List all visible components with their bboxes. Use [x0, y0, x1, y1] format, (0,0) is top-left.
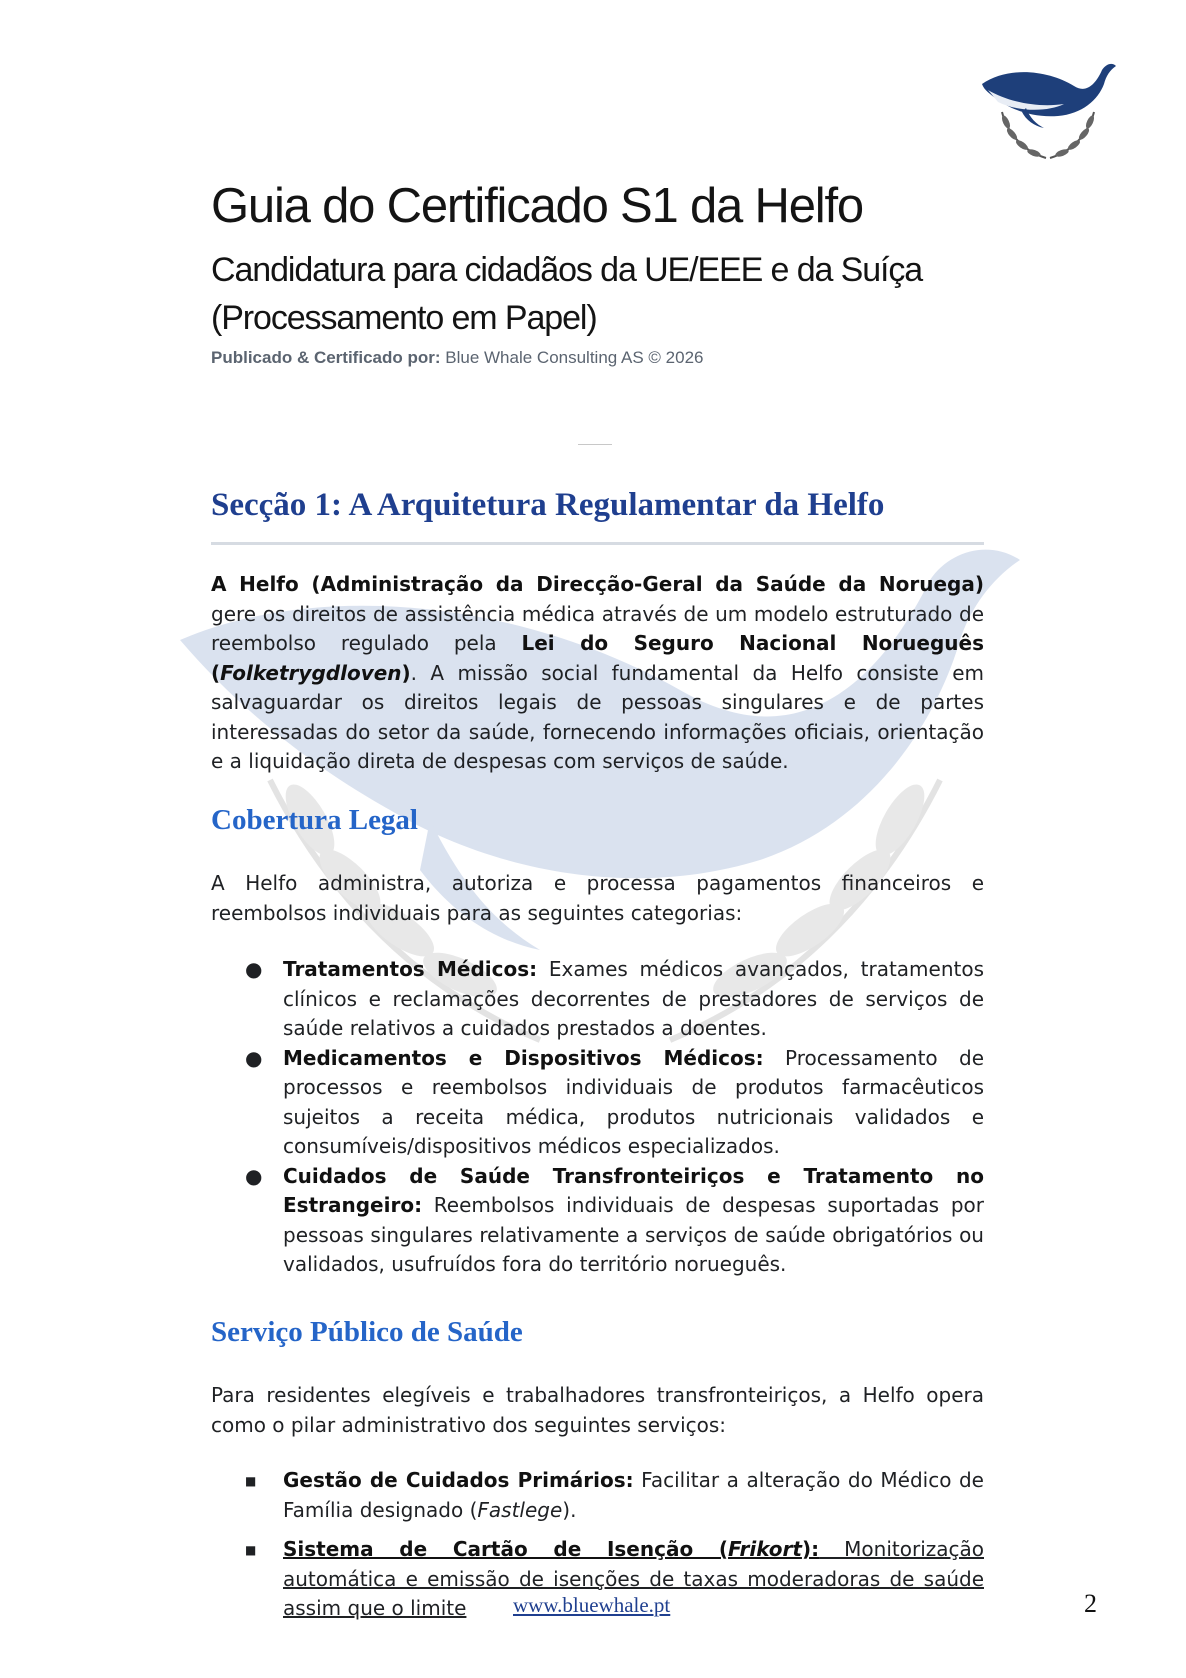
item-title: Tratamentos Médicos:: [283, 957, 538, 981]
item-title-a: Sistema de Cartão de Isenção (: [283, 1537, 729, 1561]
title-divider: [578, 444, 612, 445]
section-heading: Secção 1: A Arquitetura Regulamentar da Helfo: [211, 487, 885, 523]
blue-whale-logo-icon: [978, 56, 1118, 166]
item-italic: Fastlege: [477, 1497, 563, 1522]
page-number: 2: [1084, 1589, 1097, 1618]
coverage-list: [211, 955, 984, 1280]
bullet-icon: ●: [245, 957, 263, 981]
helfo-name-bold: A Helfo (Administração da Direcção-Geral da Saúde da Noruega): [211, 572, 984, 596]
item-close: ).: [562, 1497, 577, 1522]
law-name-text: Lei do Seguro Nacional Norueguês (: [211, 631, 984, 685]
document-title: Guia do Certificado S1 da Helfo: [211, 179, 863, 233]
bullet-icon: ●: [245, 1045, 263, 1070]
coverage-intro: A Helfo administra, autoriza e processa pagamentos financeiros e reembolsos individuais para as seguintes categorias:: [211, 871, 984, 925]
intro-text-2: . A missão social fundamental da Helfo consiste em salvaguardar os direitos legais de pessoas singulares e de partes interessadas do setor da saúde, fornecendo informações oficiais, orientação e a liquidação direta de despesas com serviços de saúde.: [211, 660, 984, 773]
square-bullet-icon: ■: [245, 1474, 257, 1488]
public-service-heading: Serviço Público de Saúde: [211, 1316, 523, 1348]
list-item: [211, 1162, 984, 1280]
item-text: Facilitar a alteração do Médico de Família designado (: [283, 1468, 984, 1522]
document-subtitle: [211, 246, 1011, 342]
item-text: Processamento de processos e reembolsos individuais de produtos farmacêuticos sujeitos a receita médica, produtos nutricionais validados e consumíveis/dispositivos médicos especializados.: [283, 1045, 984, 1158]
item-text: Monitorização automática e emissão de isenções de taxas moderadoras de saúde assim que o limite: [283, 1537, 984, 1620]
section-divider: [211, 542, 984, 545]
intro-text-1: gere os direitos de assistência médica através de um modelo estruturado de reembolso regulado pela: [211, 601, 984, 655]
item-title: Medicamentos e Dispositivos Médicos:: [283, 1045, 764, 1070]
footer-website-link[interactable]: www.bluewhale.pt: [513, 1593, 671, 1617]
law-name-italic: Folketrygdloven: [220, 660, 402, 685]
item-text: Reembolsos individuais de despesas suportadas por pessoas singulares relativamente a serviços de saúde obrigatórios ou validados, usufruídos fora do território norueguês.: [283, 1193, 984, 1276]
square-bullet-icon: ■: [245, 1543, 257, 1557]
bullet-icon: ●: [245, 1163, 263, 1188]
subtitle-line-2: (Processamento em Papel): [211, 299, 597, 337]
list-item: [211, 1466, 984, 1525]
item-title: [283, 1537, 819, 1561]
publisher-line: [211, 348, 704, 368]
item-title: Cuidados de Saúde Transfronteiriços e Tratamento no Estrangeiro:: [283, 1163, 984, 1217]
item-text: Exames médicos avançados, tratamentos clínicos e reclamações decorrentes de prestadores de serviços de saúde relativos a cuidados prestados a doentes.: [283, 957, 985, 1040]
coverage-heading: Cobertura Legal: [211, 804, 418, 836]
public-service-intro: Para residentes elegíveis e trabalhadores transfronteiriços, a Helfo opera como o pilar administrativo dos seguintes serviços:: [211, 1383, 984, 1437]
publisher-value: Blue Whale Consulting AS © 2026: [440, 348, 704, 367]
item-title-italic: Frikort: [728, 1537, 802, 1561]
subtitle-line-1: Candidatura para cidadãos da UE/EEE e da Suíça: [211, 251, 923, 289]
law-name-close: ): [401, 660, 411, 685]
item-title-b: ):: [801, 1537, 820, 1561]
section-intro-paragraph: [211, 570, 984, 777]
publisher-label: Publicado & Certificado por:: [211, 348, 441, 367]
item-title: Gestão de Cuidados Primários:: [283, 1468, 634, 1492]
list-item: [211, 955, 984, 1044]
list-item: [211, 1044, 984, 1162]
